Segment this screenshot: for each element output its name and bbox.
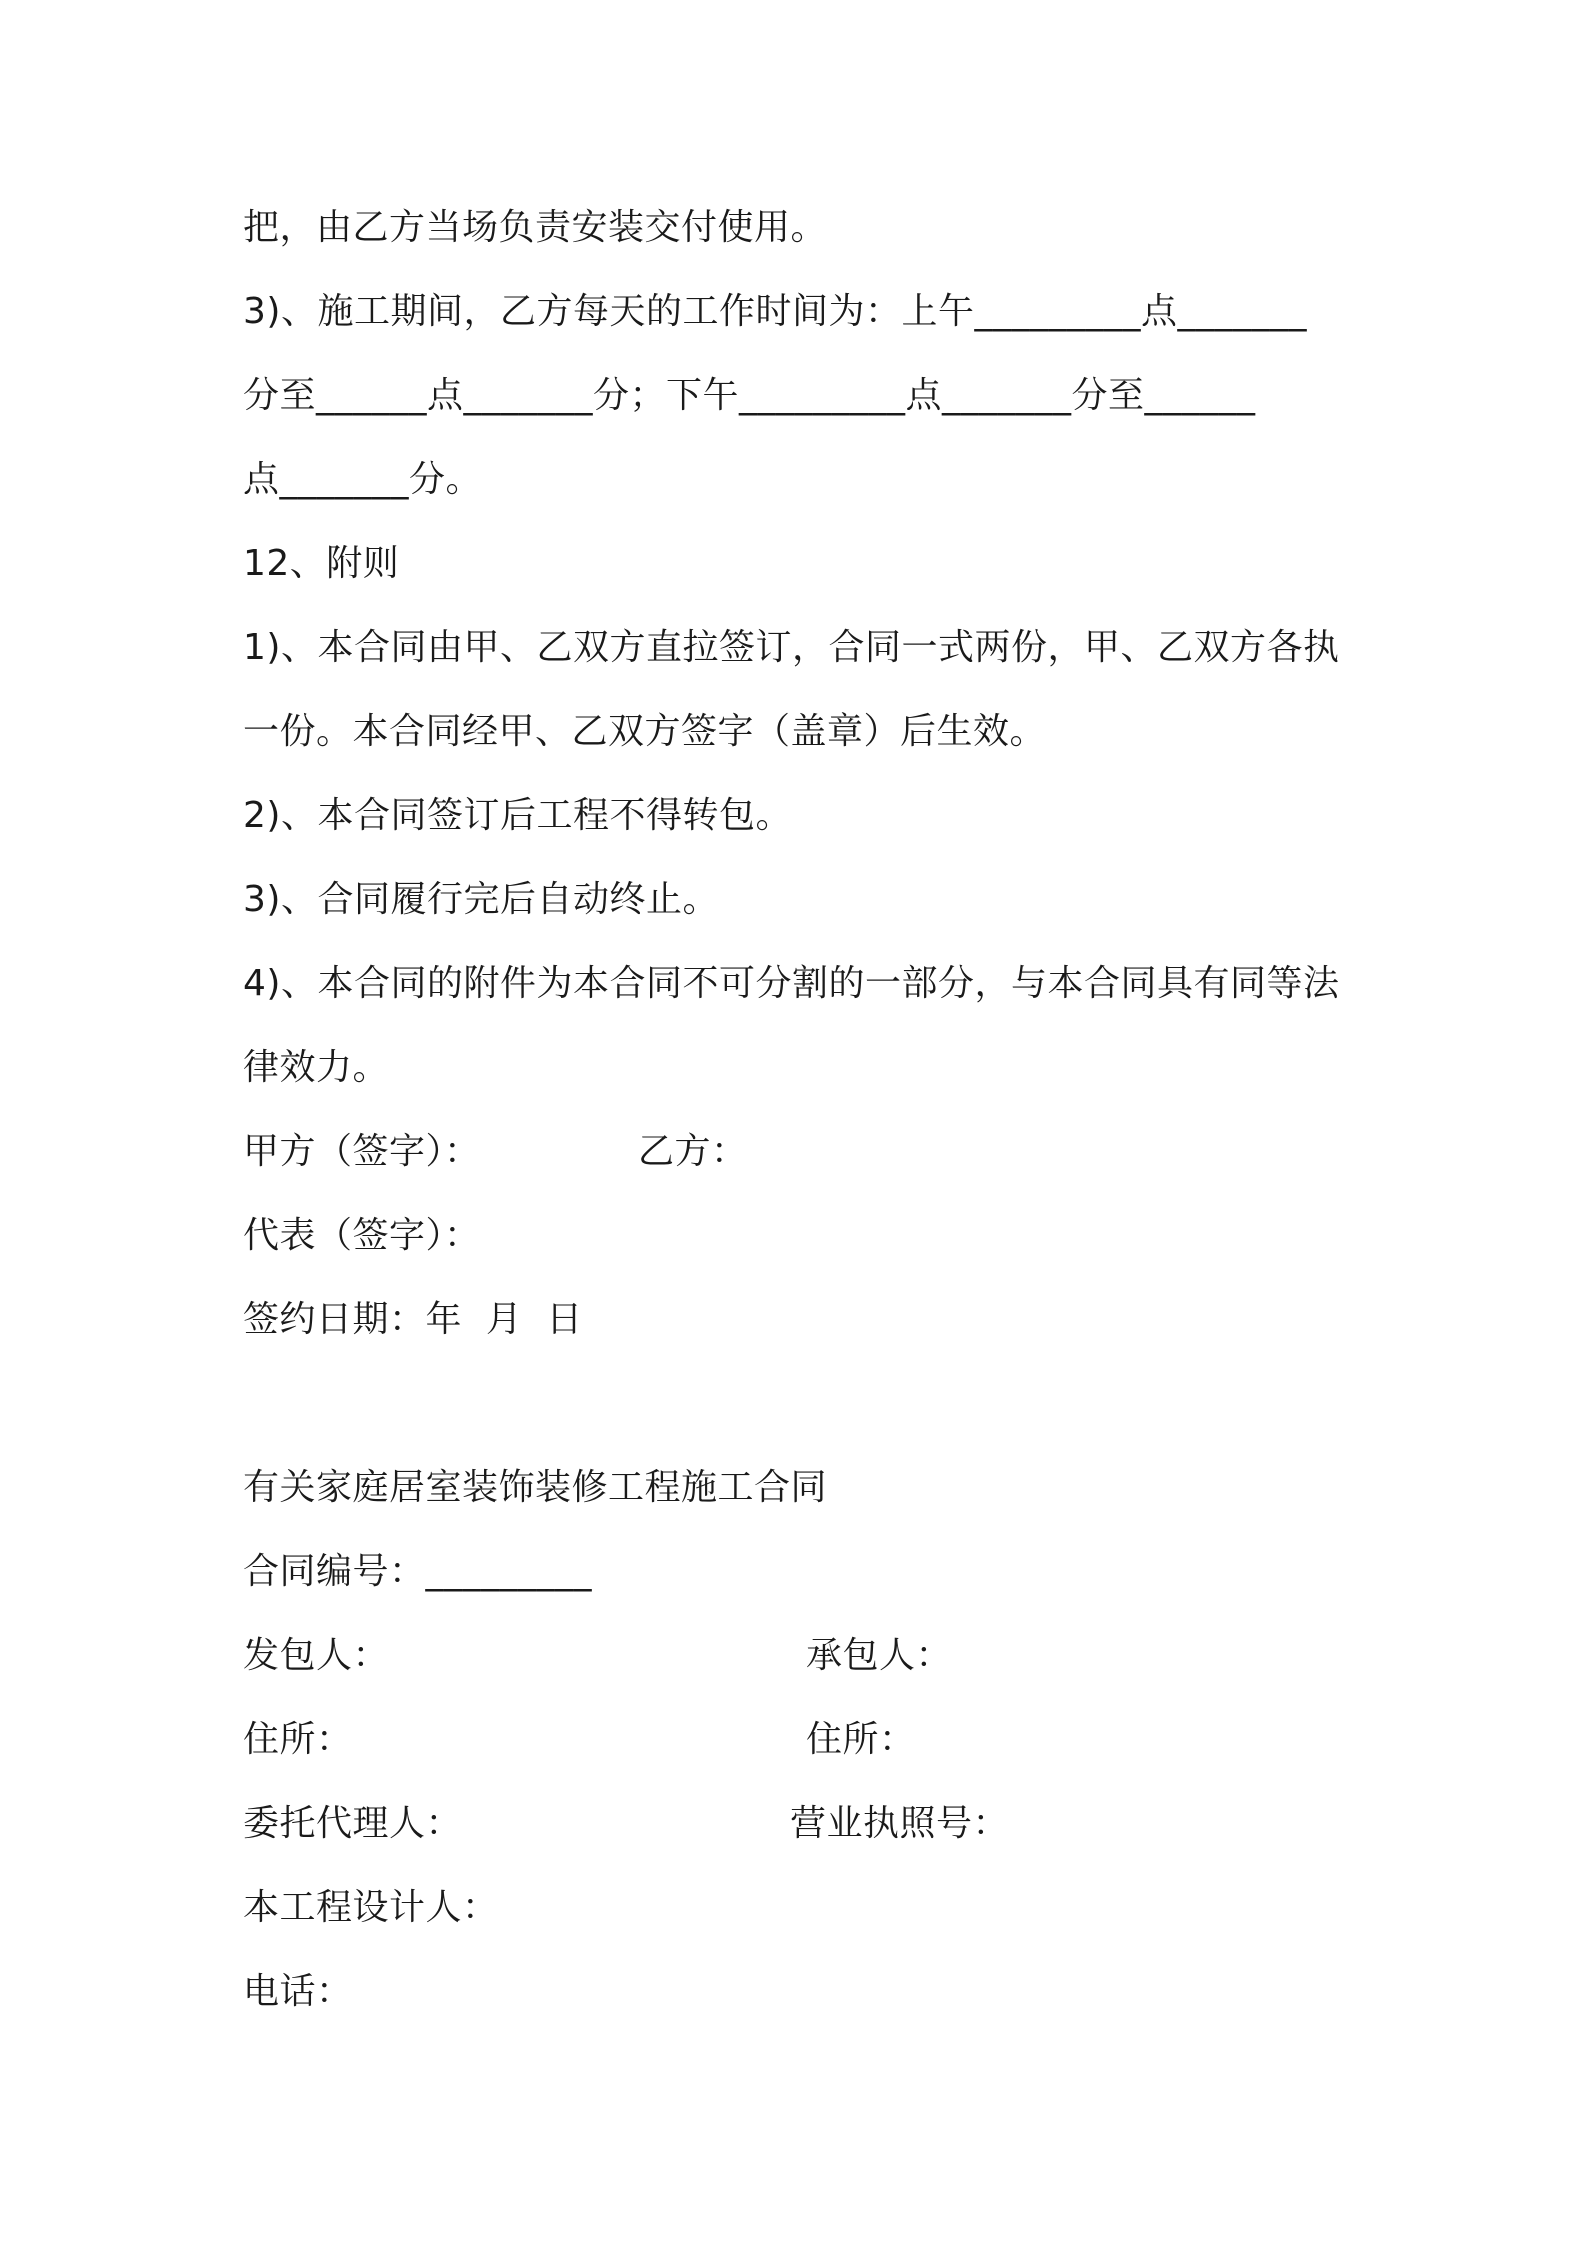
representative-signature-label: 代表（签字）：: [243, 1215, 481, 1256]
agent-label: 委托代理人：: [243, 1803, 463, 1844]
text-line: 1)、本合同由甲、乙双方直拉签订，合同一式两份，甲、乙双方各执: [243, 627, 1340, 668]
text-line: 3)、合同履行完后自动终止。: [243, 879, 719, 920]
text-line: 4)、本合同的附件为本合同不可分割的一部分，与本合同具有同等法: [243, 963, 1340, 1004]
contractor-address-label: 住所：: [806, 1719, 916, 1760]
phone-label: 电话：: [243, 1971, 353, 2012]
text-line: 2)、本合同签订后工程不得转包。: [243, 795, 792, 836]
text-line: 3)、施工期间，乙方每天的工作时间为：上午_________点_______: [243, 291, 1307, 332]
party-a-signature-label: 甲方（签字）：: [243, 1131, 481, 1172]
license-number-label: 营业执照号：: [790, 1803, 1010, 1844]
contract-title: 有关家庭居室装饰装修工程施工合同: [243, 1467, 828, 1508]
contract-number-label: 合同编号：_________: [243, 1551, 593, 1592]
section-heading: 12、附则: [243, 543, 400, 584]
employer-label: 发包人：: [243, 1635, 390, 1676]
text-line: 分至______点_______分；下午_________点_______分至______: [243, 375, 1256, 416]
text-line: 把，由乙方当场负责安装交付使用。: [243, 207, 828, 248]
text-line: 一份。本合同经甲、乙双方签字（盖章）后生效。: [243, 711, 1047, 752]
contractor-label: 承包人：: [806, 1635, 953, 1676]
designer-label: 本工程设计人：: [243, 1887, 499, 1928]
employer-address-label: 住所：: [243, 1719, 353, 1760]
text-line: 点_______分。: [243, 459, 483, 500]
text-line: 律效力。: [243, 1047, 390, 1088]
signing-date-label: 签约日期：年 月 日: [243, 1299, 583, 1340]
party-b-label: 乙方：: [638, 1131, 748, 1172]
